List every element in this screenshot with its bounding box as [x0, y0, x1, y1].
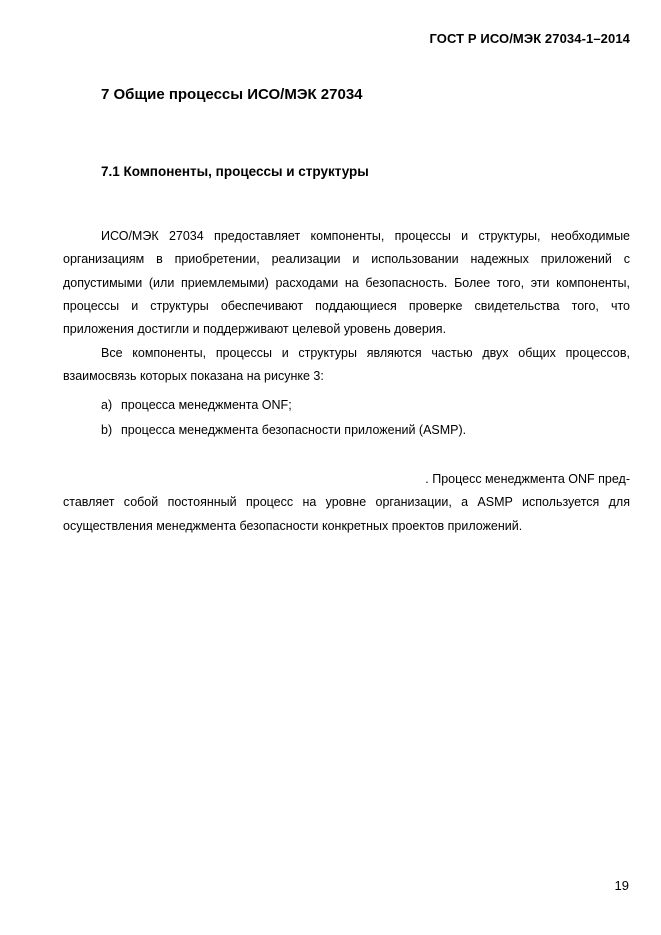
list-item	[101, 394, 292, 417]
list-item-text: процесса менеджмента ONF;	[121, 398, 292, 412]
paragraph-first-line: . Процесс менеджмента ONF пред-	[425, 472, 630, 486]
list-item	[101, 419, 466, 442]
list-marker: b)	[101, 423, 113, 437]
list-marker: a)	[101, 398, 113, 412]
paragraph-text: ИСО/МЭК 27034 предоставляет компоненты, процессы и структуры, необходимые организациям в приобретении, реализации и использовании надежных приложений с допустимыми (или приемлемыми) расходами на безопасность. Более того, эти компоненты, процессы и структуры обеспечивают поддающиеся проверке свидетельства того, что приложения достигли и поддерживают целевой уровень доверия.	[63, 229, 630, 337]
subsection-title: 7.1 Компоненты, процессы и структуры	[101, 164, 369, 179]
paragraph-rest: ставляет собой постоянный процесс на уровне организации, а ASMP используется для осуществления менеджмента безопасности конкретных проектов приложений.	[63, 495, 630, 533]
page-number: 19	[614, 878, 629, 893]
list-item-text: процесса менеджмента безопасности приложений (ASMP).	[121, 423, 467, 437]
paragraph-text: Все компоненты, процессы и структуры являются частью двух общих процессов, взаимосвязь которых показана на рисунке 3:	[63, 346, 630, 384]
standard-code-header: ГОСТ Р ИСО/МЭК 27034-1–2014	[429, 31, 630, 46]
paragraph-processes	[63, 342, 630, 389]
paragraph-onf-asmp	[63, 468, 630, 538]
paragraph-intro	[63, 225, 630, 341]
section-title: 7 Общие процессы ИСО/МЭК 27034	[101, 86, 363, 103]
